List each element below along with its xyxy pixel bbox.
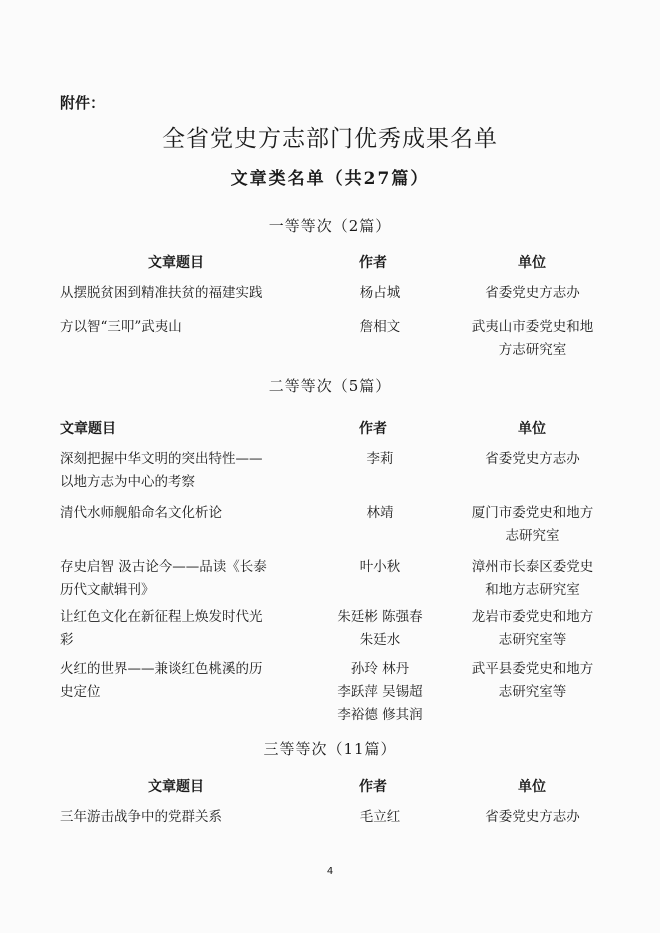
row-author: 詹相文	[359, 319, 401, 335]
row-title: 方以智“三叩”武夷山	[60, 319, 182, 335]
header-title: 文章题目	[148, 255, 204, 271]
row-title: 存史启智 汲古论今——品读《长泰 历代文献辑刊》	[60, 559, 267, 598]
row-author: 李莉	[366, 451, 394, 467]
row-unit: 省委党史方志办	[485, 285, 580, 301]
document-subtitle: 文章类名单（共27篇）	[230, 169, 430, 189]
attachment-label: 附件：	[60, 94, 106, 112]
row-title: 从摆脱贫困到精准扶贫的福建实践	[60, 285, 263, 301]
header-title: 文章题目	[148, 779, 204, 795]
row-unit: 武夷山市委党史和地 方志研究室	[471, 319, 594, 358]
row-title: 清代水师舰船命名文化析论	[60, 505, 222, 521]
header-author: 作者	[359, 255, 387, 271]
row-author: 毛立红	[359, 809, 401, 825]
section-heading-second: 二等等次（5篇）	[268, 377, 392, 395]
row-unit: 龙岩市委党史和地方 志研究室等	[471, 609, 594, 648]
row-author: 林靖	[366, 505, 394, 521]
row-unit: 省委党史方志办	[485, 451, 580, 467]
section-heading-first: 一等等次（2篇）	[268, 217, 392, 235]
header-title: 文章题目	[60, 421, 116, 437]
header-author: 作者	[359, 421, 387, 437]
row-title: 深刻把握中华文明的突出特性—— 以地方志为中心的考察	[60, 451, 263, 490]
header-unit: 单位	[518, 779, 546, 795]
row-author: 孙玲 林丹 李跃萍 吴锡超 李裕德 修其润	[337, 661, 423, 723]
header-author: 作者	[359, 779, 387, 795]
row-author: 叶小秋	[359, 559, 401, 575]
row-unit: 武平县委党史和地方 志研究室等	[471, 661, 594, 700]
row-unit: 漳州市长泰区委党史 和地方志研究室	[471, 559, 594, 598]
row-author: 杨占城	[359, 285, 401, 301]
row-author: 朱廷彬 陈强春 朱廷水	[337, 609, 423, 648]
document-title: 全省党史方志部门优秀成果名单	[162, 126, 498, 152]
row-unit: 省委党史方志办	[485, 809, 580, 825]
row-title: 让红色文化在新征程上焕发时代光 彩	[60, 609, 263, 648]
row-title: 三年游击战争中的党群关系	[60, 809, 222, 825]
section-heading-third: 三等等次（11篇）	[263, 740, 397, 758]
row-unit: 厦门市委党史和地方 志研究室	[471, 505, 594, 544]
page-number: 4	[326, 866, 334, 877]
row-title: 火红的世界——兼谈红色桃溪的历 史定位	[60, 661, 263, 700]
header-unit: 单位	[518, 421, 546, 437]
header-unit: 单位	[518, 255, 546, 271]
